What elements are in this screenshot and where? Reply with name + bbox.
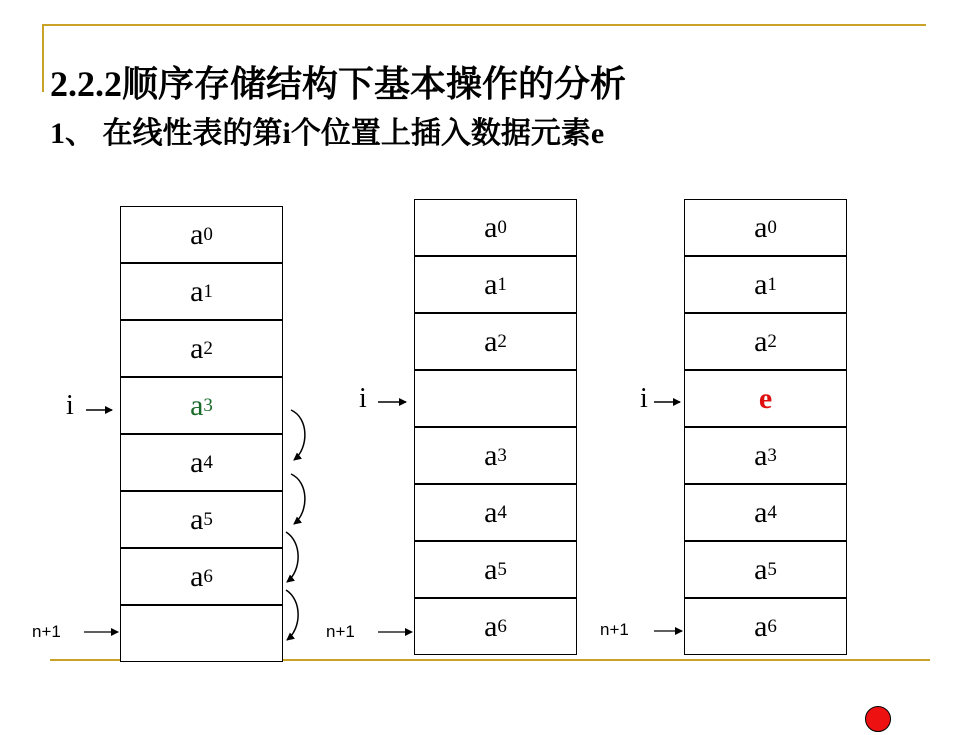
cell-base: a: [484, 324, 498, 358]
page-subtitle: 1、 在线性表的第i个位置上插入数据元素e: [50, 117, 605, 150]
cell-sub: 1: [497, 273, 507, 295]
cell-sub: 0: [767, 216, 777, 238]
cell-base: a: [754, 267, 768, 301]
cell-sub: 3: [767, 444, 777, 466]
cell-base: a: [484, 438, 498, 472]
pointer-i-label-before: i: [66, 390, 74, 421]
cell-sub: 5: [767, 558, 777, 580]
cell-base: a: [754, 495, 768, 529]
cell-sub: 4: [497, 501, 507, 523]
cell-sub: 0: [203, 223, 213, 245]
cell-base: a: [754, 552, 768, 586]
curved-shift-arrow-icon: [286, 590, 298, 640]
curved-shift-arrow-icon: [291, 474, 305, 524]
cell-base: a: [484, 609, 498, 643]
cell-sub: 6: [203, 565, 213, 587]
cell-base: a: [484, 552, 498, 586]
cell-sub: 1: [767, 273, 777, 295]
cell-sub: 2: [203, 337, 213, 359]
cell-sub: 3: [497, 444, 507, 466]
cell-sub: 0: [497, 216, 507, 238]
cell-base: a: [190, 331, 204, 365]
cell-sub: 1: [203, 280, 213, 302]
cell-base: a: [754, 324, 768, 358]
cell-base: a: [484, 495, 498, 529]
cell-base: a: [190, 502, 204, 536]
cell-base: a: [190, 559, 204, 593]
pointer-i-label-shifted: i: [359, 383, 367, 414]
cell-base: a: [754, 210, 768, 244]
cell-sub: 4: [203, 451, 213, 473]
cell-sub: 6: [497, 615, 507, 637]
cell-sub: 4: [767, 501, 777, 523]
pointer-i-label-after: i: [640, 383, 648, 414]
cell-base: a: [190, 388, 204, 422]
cell-sub: 2: [767, 330, 777, 352]
pointer-n-label-shifted: n+1: [326, 622, 355, 641]
cell-base: a: [190, 217, 204, 251]
record-dot-icon[interactable]: [865, 706, 891, 732]
pointer-n-label-after: n+1: [600, 620, 629, 639]
curved-shift-arrow-icon: [291, 410, 305, 460]
cell-base: a: [484, 267, 498, 301]
cell-base: a: [190, 274, 204, 308]
cell-base: a: [754, 609, 768, 643]
cell-base: a: [754, 438, 768, 472]
cell-sub: 5: [203, 508, 213, 530]
page-title: 2.2.2顺序存储结构下基本操作的分析: [50, 64, 627, 104]
cell-sub: 3: [203, 394, 213, 416]
cell-sub: 2: [497, 330, 507, 352]
cell-base: a: [190, 445, 204, 479]
cell-base: e: [758, 381, 773, 415]
cell-base: a: [484, 210, 498, 244]
pointer-n-label-before: n+1: [32, 622, 61, 641]
curved-shift-arrow-icon: [286, 532, 298, 582]
cell-sub: 6: [767, 615, 777, 637]
cell-sub: 5: [497, 558, 507, 580]
